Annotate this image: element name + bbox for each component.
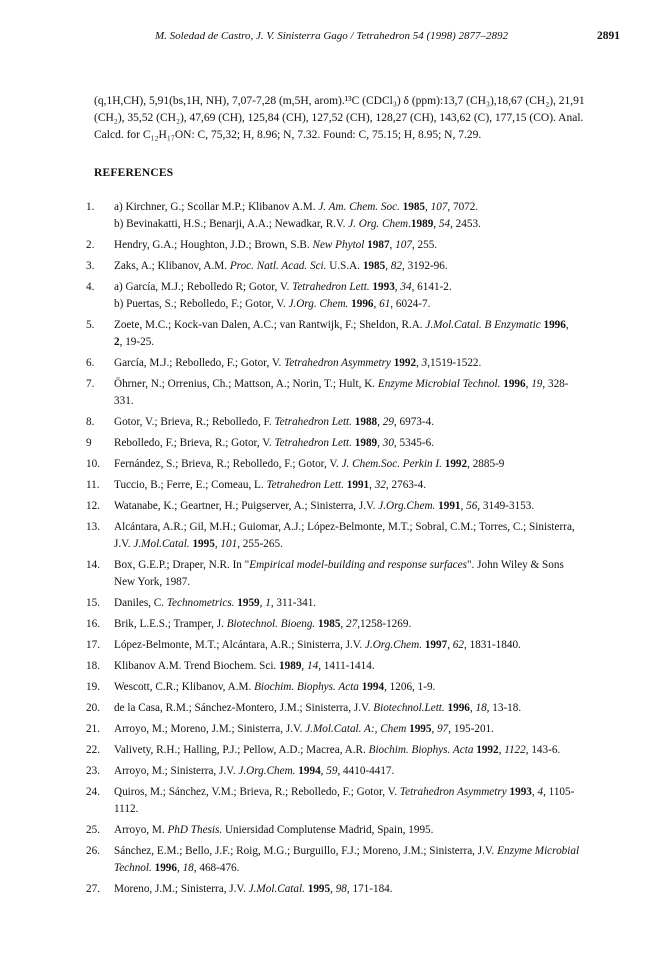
reference-item [0,721,632,738]
reference-item [0,435,632,452]
reference-text-line: López-Belmonte, M.T.; Alcántara, A.R.; Sinisterra, J.V. J.Org.Chem. 1997, 62, 1831-1840. [114,639,521,651]
reference-text-line: Fernández, S.; Brieva, R.; Rebolledo, F.; Gotor, V. J. Chem.Soc. Perkin I. 1992, 2885-9 [114,458,505,470]
reference-item [0,414,632,431]
reference-text-line: Wescott, C.R.; Klibanov, A.M. Biochim. Biophys. Acta 1994, 1206, 1-9. [114,681,436,693]
reference-text-line: Arroyo, M.; Sinisterra, J.V. J.Org.Chem. 1994, 59, 4410-4417. [114,765,395,777]
reference-number: 4. [86,281,95,293]
reference-text-line: Watanabe, K.; Geartner, H.; Puigserver, A.; Sinisterra, J.V. J.Org.Chem. 1991, 56, 3149-3153. [114,500,535,512]
reference-number: 14. [86,559,100,571]
reference-number: 7. [86,378,95,390]
reference-number: 20. [86,702,100,714]
reference-item [0,637,632,654]
reference-number: 8. [86,416,95,428]
reference-number: 18. [86,660,100,672]
reference-number: 1. [86,201,95,213]
reference-item [0,279,632,313]
reference-number: 27. [86,883,100,895]
reference-text-line: Alcántara, A.R.; Gil, M.H.; Guiomar, A.J.; López-Belmonte, M.T.; Sobral, C.M.; Torres, C.; Sinisterra, [114,521,575,533]
reference-text-line: Tuccio, B.; Ferre, E.; Comeau, L. Tetrahedron Lett. 1991, 32, 2763-4. [114,479,427,491]
reference-number: 12. [86,500,100,512]
reference-text-line: Zoete, M.C.; Kock-van Dalen, A.C.; van Rantwijk, F.; Sheldon, R.A. J.Mol.Catal. B Enzymatic 1996, [114,319,569,331]
reference-text-line: Gotor, V.; Brieva, R.; Rebolledo, F. Tetrahedron Lett. 1988, 29, 6973-4. [114,416,435,428]
reference-number: 26. [86,845,100,857]
reference-item [0,679,632,696]
reference-number: 24. [86,786,100,798]
reference-item [0,456,632,473]
page-header [0,30,672,46]
reference-item [0,784,632,818]
reference-text-line: New York, 1987. [114,576,191,588]
reference-text-line: Valivety, R.H.; Halling, P.J.; Pellow, A.D.; Macrea, A.R. Biochim. Biophys. Acta 1992, 1122, 143-6. [114,744,561,756]
reference-item [0,258,632,275]
reference-text-line: Daniles, C. Technometrics. 1959, 1, 311-341. [114,597,317,609]
reference-text-line: García, M.J.; Rebolledo, F.; Gotor, V. Tetrahedron Asymmetry 1992, 3,1519-1522. [114,357,482,369]
reference-number: 23. [86,765,100,777]
reference-text-line: Klibanov A.M. Trend Biochem. Sci. 1989, 14, 1411-1414. [114,660,375,672]
reference-item [0,763,632,780]
reference-number: 19. [86,681,100,693]
references-list [0,199,672,902]
reference-text-line: Öhrner, N.; Orrenius, Ch.; Mattson, A.; Norin, T.; Hult, K. Enzyme Microbial Technol. 1996, 19, 328- [114,378,569,390]
reference-item [0,477,632,494]
reference-text-line: de la Casa, R.M.; Sánchez-Montero, J.M.; Sinisterra, J.V. Biotechnol.Lett. 1996, 18, 13-18. [114,702,522,714]
reference-number: 2. [86,239,95,251]
continuation-line: Calcd. for C₁₂H₁₇ON: C, 75,32; H, 8.96; N, 7.32. Found: C, 75.15; H, 8.95; N, 7.29. [94,129,482,141]
reference-number: 22. [86,744,100,756]
reference-item [0,881,632,898]
reference-text-line: a) García, M.J.; Rebolledo R; Gotor, V. Tetrahedron Lett. 1993, 34, 6141-2. [114,281,452,293]
reference-text-line: Zaks, A.; Klibanov, A.M. Proc. Natl. Acad. Sci. U.S.A. 1985, 82, 3192-96. [114,260,448,272]
reference-number: 11. [86,479,100,491]
reference-text-line: Brik, L.E.S.; Tramper, J. Biotechnol. Bioeng. 1985, 27,1258-1269. [114,618,412,630]
reference-text-line: Hendry, G.A.; Houghton, J.D.; Brown, S.B. New Phytol 1987, 107, 255. [114,239,438,251]
reference-item [0,519,632,553]
reference-text-line: Arroyo, M. PhD Thesis. Uniersidad Complutense Madrid, Spain, 1995. [114,824,434,836]
reference-number: 5. [86,319,95,331]
reference-number: 25. [86,824,100,836]
reference-number: 10. [86,458,100,470]
reference-text-line: J.V. J.Mol.Catal. 1995, 101, 255-265. [114,538,283,550]
page-number: 2891 [597,30,620,42]
reference-text-line: 2, 19-25. [114,336,155,348]
reference-text-line: b) Puertas, S.; Rebolledo, F.; Gotor, V. J.Org. Chem. 1996, 61, 6024-7. [114,298,431,310]
running-title: M. Soledad de Castro, J. V. Sinisterra Gago / Tetrahedron 54 (1998) 2877–2892 [155,30,509,42]
reference-item [0,355,632,372]
reference-text-line: a) Kirchner, G.; Scollar M.P.; Klibanov A.M. J. Am. Chem. Soc. 1985, 107, 7072. [114,201,479,213]
reference-text-line: Quiros, M.; Sánchez, V.M.; Brieva, R.; Rebolledo, F.; Gotor, V. Tetrahedron Asymmetry 1993, 4, 1105- [114,786,575,798]
reference-text-line: Moreno, J.M.; Sinisterra, J.V. J.Mol.Catal. 1995, 98, 171-184. [114,883,393,895]
reference-text-line: Rebolledo, F.; Brieva, R.; Gotor, V. Tetrahedron Lett. 1989, 30, 5345-6. [114,437,435,449]
reference-item [0,317,632,351]
reference-number: 6. [86,357,95,369]
reference-item [0,700,632,717]
reference-text-line: 331. [114,395,134,407]
reference-text-line: Arroyo, M.; Moreno, J.M.; Sinisterra, J.V. J.Mol.Catal. A:, Chem 1995, 97, 195-201. [114,723,494,735]
reference-number: 9 [86,437,92,449]
continuation-line: (CH₂), 35,52 (CH₂), 47,69 (CH), 125,84 (CH), 127,52 (CH), 128,27 (CH), 143,62 (C), 177,15 (CO). Anal. [94,112,584,124]
reference-item [0,498,632,515]
continuation-paragraph [94,93,628,144]
reference-item [0,616,632,633]
reference-item [0,742,632,759]
reference-item [0,376,632,410]
continuation-line: (q,1H,CH), 5,91(bs,1H, NH), 7,07-7,28 (m,5H, arom).¹³C (CDCl₃) δ (ppm):13,7 (CH₃),18,67 (CH₂), 21,91 [94,95,585,107]
reference-number: 17. [86,639,100,651]
reference-item [0,595,632,612]
reference-number: 21. [86,723,100,735]
reference-number: 13. [86,521,100,533]
reference-text-line: 1112. [114,803,139,815]
reference-text-line: Sánchez, E.M.; Bello, J.F.; Roig, M.G.; Burguillo, F.J.; Moreno, J.M.; Sinisterra, J.V. Enzyme Microbial [114,845,580,857]
reference-item [0,557,632,591]
reference-item [0,843,632,877]
reference-number: 3. [86,260,95,272]
reference-text-line: b) Bevinakatti, H.S.; Benarji, A.A.; Newadkar, R.V. J. Org. Chem.1989, 54, 2453. [114,218,481,230]
references-heading: REFERENCES [94,167,174,179]
reference-number: 15. [86,597,100,609]
reference-item [0,822,632,839]
reference-item [0,237,632,254]
reference-text-line: Technol. 1996, 18, 468-476. [114,862,240,874]
reference-text-line: Box, G.E.P.; Draper, N.R. In "Empirical model-building and response surfaces". John Wiley & Sons [114,559,564,571]
reference-item [0,199,632,233]
reference-number: 16. [86,618,100,630]
reference-item [0,658,632,675]
